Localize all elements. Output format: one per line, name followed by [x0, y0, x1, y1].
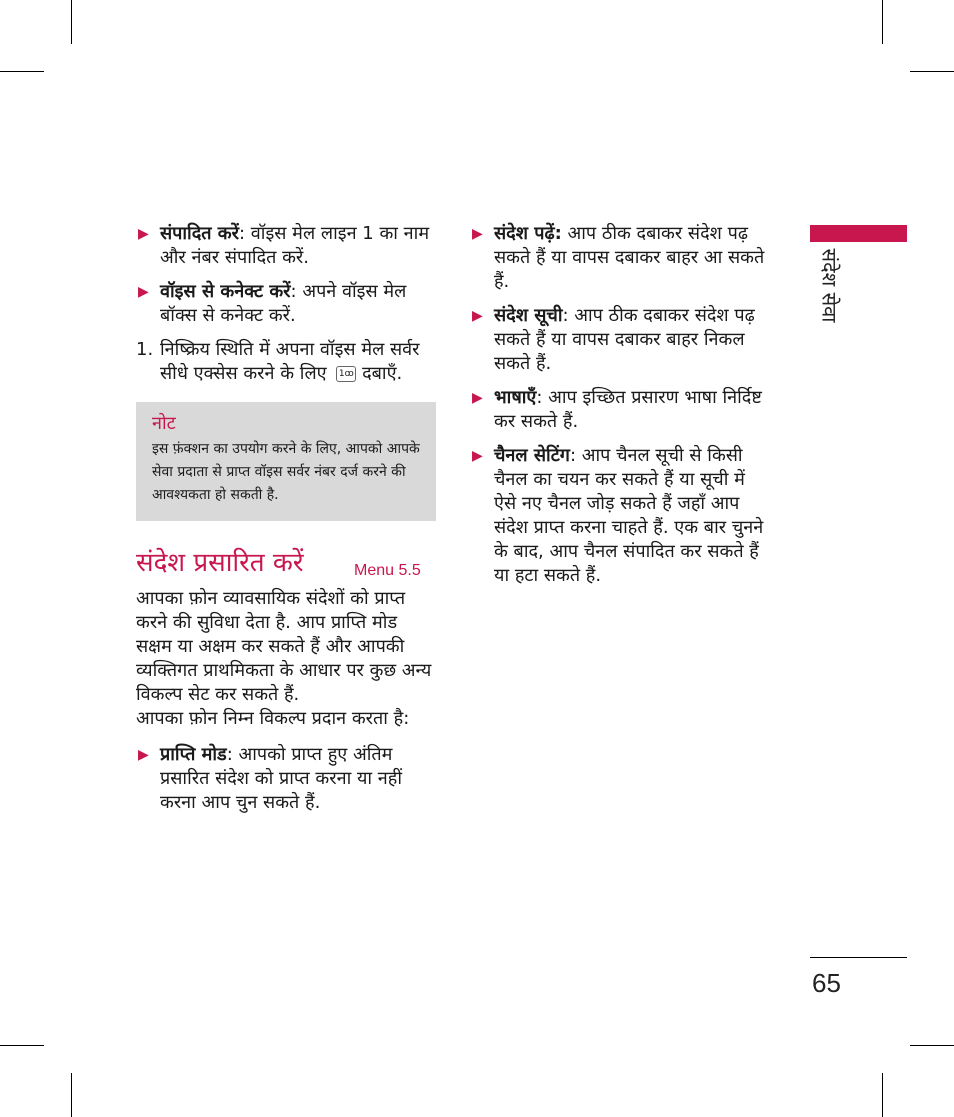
item-text: : आप चैनल सूची से किसी चैनल का चयन कर सकते हैं या सूची में ऐसे नए चैनल जोड़ सकते हैं जहाँ आप संदेश प्राप्त करना चाहते हैं. एक बार चुनने के बाद, आप चैनल संपादित कर सकते हैं या हटा सकते हैं.: [494, 445, 764, 586]
item-term: संदेश पढ़ें:: [494, 223, 562, 244]
voicemail-key-icon: 1ꝏ: [336, 366, 356, 382]
chapter-label-text: संदेश सेवा: [817, 248, 842, 323]
right-column: [470, 222, 770, 598]
crop-mark: [0, 71, 44, 72]
chapter-tab-bar: [810, 225, 907, 242]
menu-number: Menu 5.5: [354, 562, 421, 579]
list-item: [136, 222, 436, 270]
list-item: [470, 222, 770, 294]
item-term: संदेश सूची: [494, 305, 563, 326]
item-term: वॉइस से कनेक्ट करें: [160, 281, 291, 302]
note-box: [136, 402, 436, 521]
triangle-bullet-icon: ▶: [138, 747, 149, 763]
item-term: भाषाएँ: [494, 387, 537, 408]
item-text: : वॉइस मेल लाइन 1 का नाम और नंबर संपादित करें.: [160, 223, 430, 268]
paragraph: आपका फ़ोन निम्न विकल्प प्रदान करता है:: [136, 708, 410, 729]
triangle-bullet-icon: ▶: [472, 448, 483, 464]
crop-mark: [71, 0, 72, 44]
crop-mark: [0, 1045, 44, 1046]
triangle-bullet-icon: ▶: [472, 390, 483, 406]
section-heading: [136, 547, 436, 587]
left-column: [136, 222, 436, 825]
item-text: : आपको प्राप्त हुए अंतिम प्रसारित संदेश को प्राप्त करना या नहीं करना आप चुन सकते हैं.: [160, 744, 402, 813]
section-title: संदेश प्रसारित करें: [136, 548, 304, 578]
item-text: आप ठीक दबाकर संदेश पढ़ सकते हैं या वापस दबाकर बाहर आ सकते हैं.: [494, 223, 765, 292]
triangle-bullet-icon: ▶: [138, 284, 149, 300]
item-text: : आप ठीक दबाकर संदेश पढ़ सकते हैं या वापस दबाकर बाहर निकल सकते हैं.: [494, 305, 755, 374]
item-text: : अपने वॉइस मेल बॉक्स से कनेक्ट करें.: [160, 281, 407, 326]
crop-mark: [910, 1045, 954, 1046]
crop-mark: [882, 0, 883, 44]
item-text: : आप इच्छित प्रसारण भाषा निर्दिष्ट कर सकते हैं.: [494, 387, 762, 432]
triangle-bullet-icon: ▶: [472, 226, 483, 242]
crop-mark: [71, 1073, 72, 1117]
list-item: [136, 280, 436, 328]
crop-mark: [910, 71, 954, 72]
triangle-bullet-icon: ▶: [138, 226, 149, 242]
list-item: [470, 444, 770, 588]
list-item: [470, 304, 770, 376]
list-item: [136, 743, 436, 815]
triangle-bullet-icon: ▶: [472, 308, 483, 324]
note-title: नोट: [152, 413, 176, 434]
crop-mark: [882, 1073, 883, 1117]
paragraph: आपका फ़ोन व्यावसायिक संदेशों को प्राप्त करने की सुविधा देता है. आप प्राप्ति मोड सक्षम या अक्षम कर सकते हैं और आपकी व्यक्तिगत प्राथमिकता के आधार पर कुछ अन्य विकल्प सेट कर सकते हैं.: [136, 588, 432, 705]
item-term: संपादित करें: [160, 223, 239, 244]
chapter-label: [815, 250, 845, 350]
page-number: 65: [812, 968, 841, 998]
note-body: इस फ़ंक्शन का उपयोग करने के लिए, आपको आपके सेवा प्रदाता से प्राप्त वॉइस सर्वर नंबर दर्ज करने की आवश्यकता हो सकती है.: [152, 441, 420, 503]
item-term: प्राप्ति मोड: [160, 744, 227, 765]
page-number-rule: [810, 957, 907, 958]
item-term: चैनल सेटिंग: [494, 445, 570, 466]
step-text: निष्क्रिय स्थिति में अपना वॉइस मेल सर्वर सीधे एक्सेस करने के लिए: [160, 339, 420, 384]
list-item: [470, 386, 770, 434]
step-number: 1.: [136, 339, 154, 360]
numbered-step: [136, 338, 436, 386]
step-text-end: दबाएँ.: [362, 363, 403, 384]
